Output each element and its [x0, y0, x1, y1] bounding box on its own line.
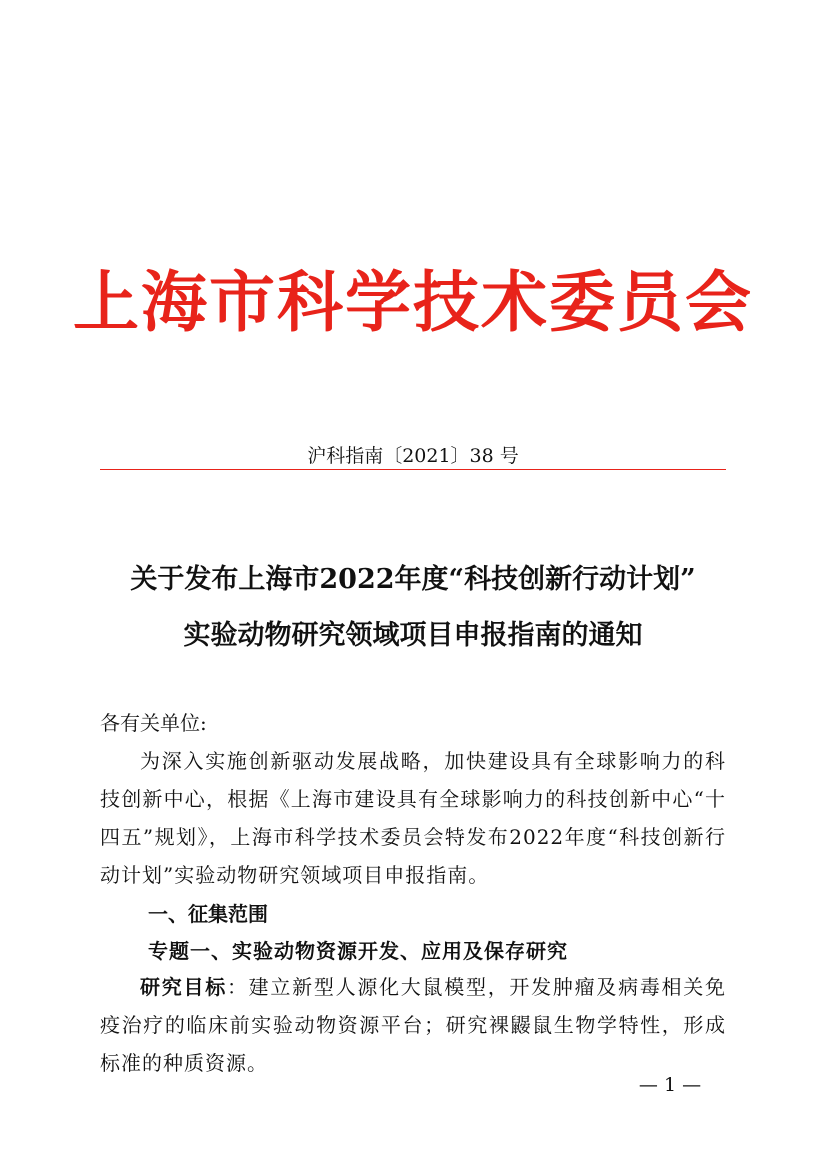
research-goal-text: ：建立新型人源化大鼠模型，开发肿瘤及病毒相关免疫治疗的临床前实验动物资源平台；研究裸鼹鼠生物学特性，形成标准的种质资源。 [100, 975, 727, 1075]
intro-paragraph: 为深入实施创新驱动发展战略，加快建设具有全球影响力的科技创新中心，根据《上海市建设具有全球影响力的科技创新中心“十四五”规划》，上海市科学技术委员会特发布2022年度“科技创新行动计划”实验动物研究领域项目申报指南。 [100, 749, 726, 887]
document-number: 沪科指南〔2021〕38 号 [307, 445, 519, 467]
organization-header: 上海市科学技术委员会 [73, 263, 753, 341]
page-number: — 1 — [638, 1074, 702, 1096]
section-heading-scope: 一、征集范围 [148, 902, 268, 926]
salutation: 各有关单位: [100, 711, 207, 735]
research-goal-label: 研究目标 [140, 975, 227, 999]
document-title-line-1: 关于发布上海市2022年度“科技创新行动计划” [130, 564, 696, 595]
document-title-line-2: 实验动物研究领域项目申报指南的通知 [183, 620, 643, 651]
header-divider [100, 469, 726, 470]
topic-heading-1: 专题一、实验动物资源开发、应用及保存研究 [148, 939, 568, 963]
research-goal-paragraph [100, 968, 726, 1082]
